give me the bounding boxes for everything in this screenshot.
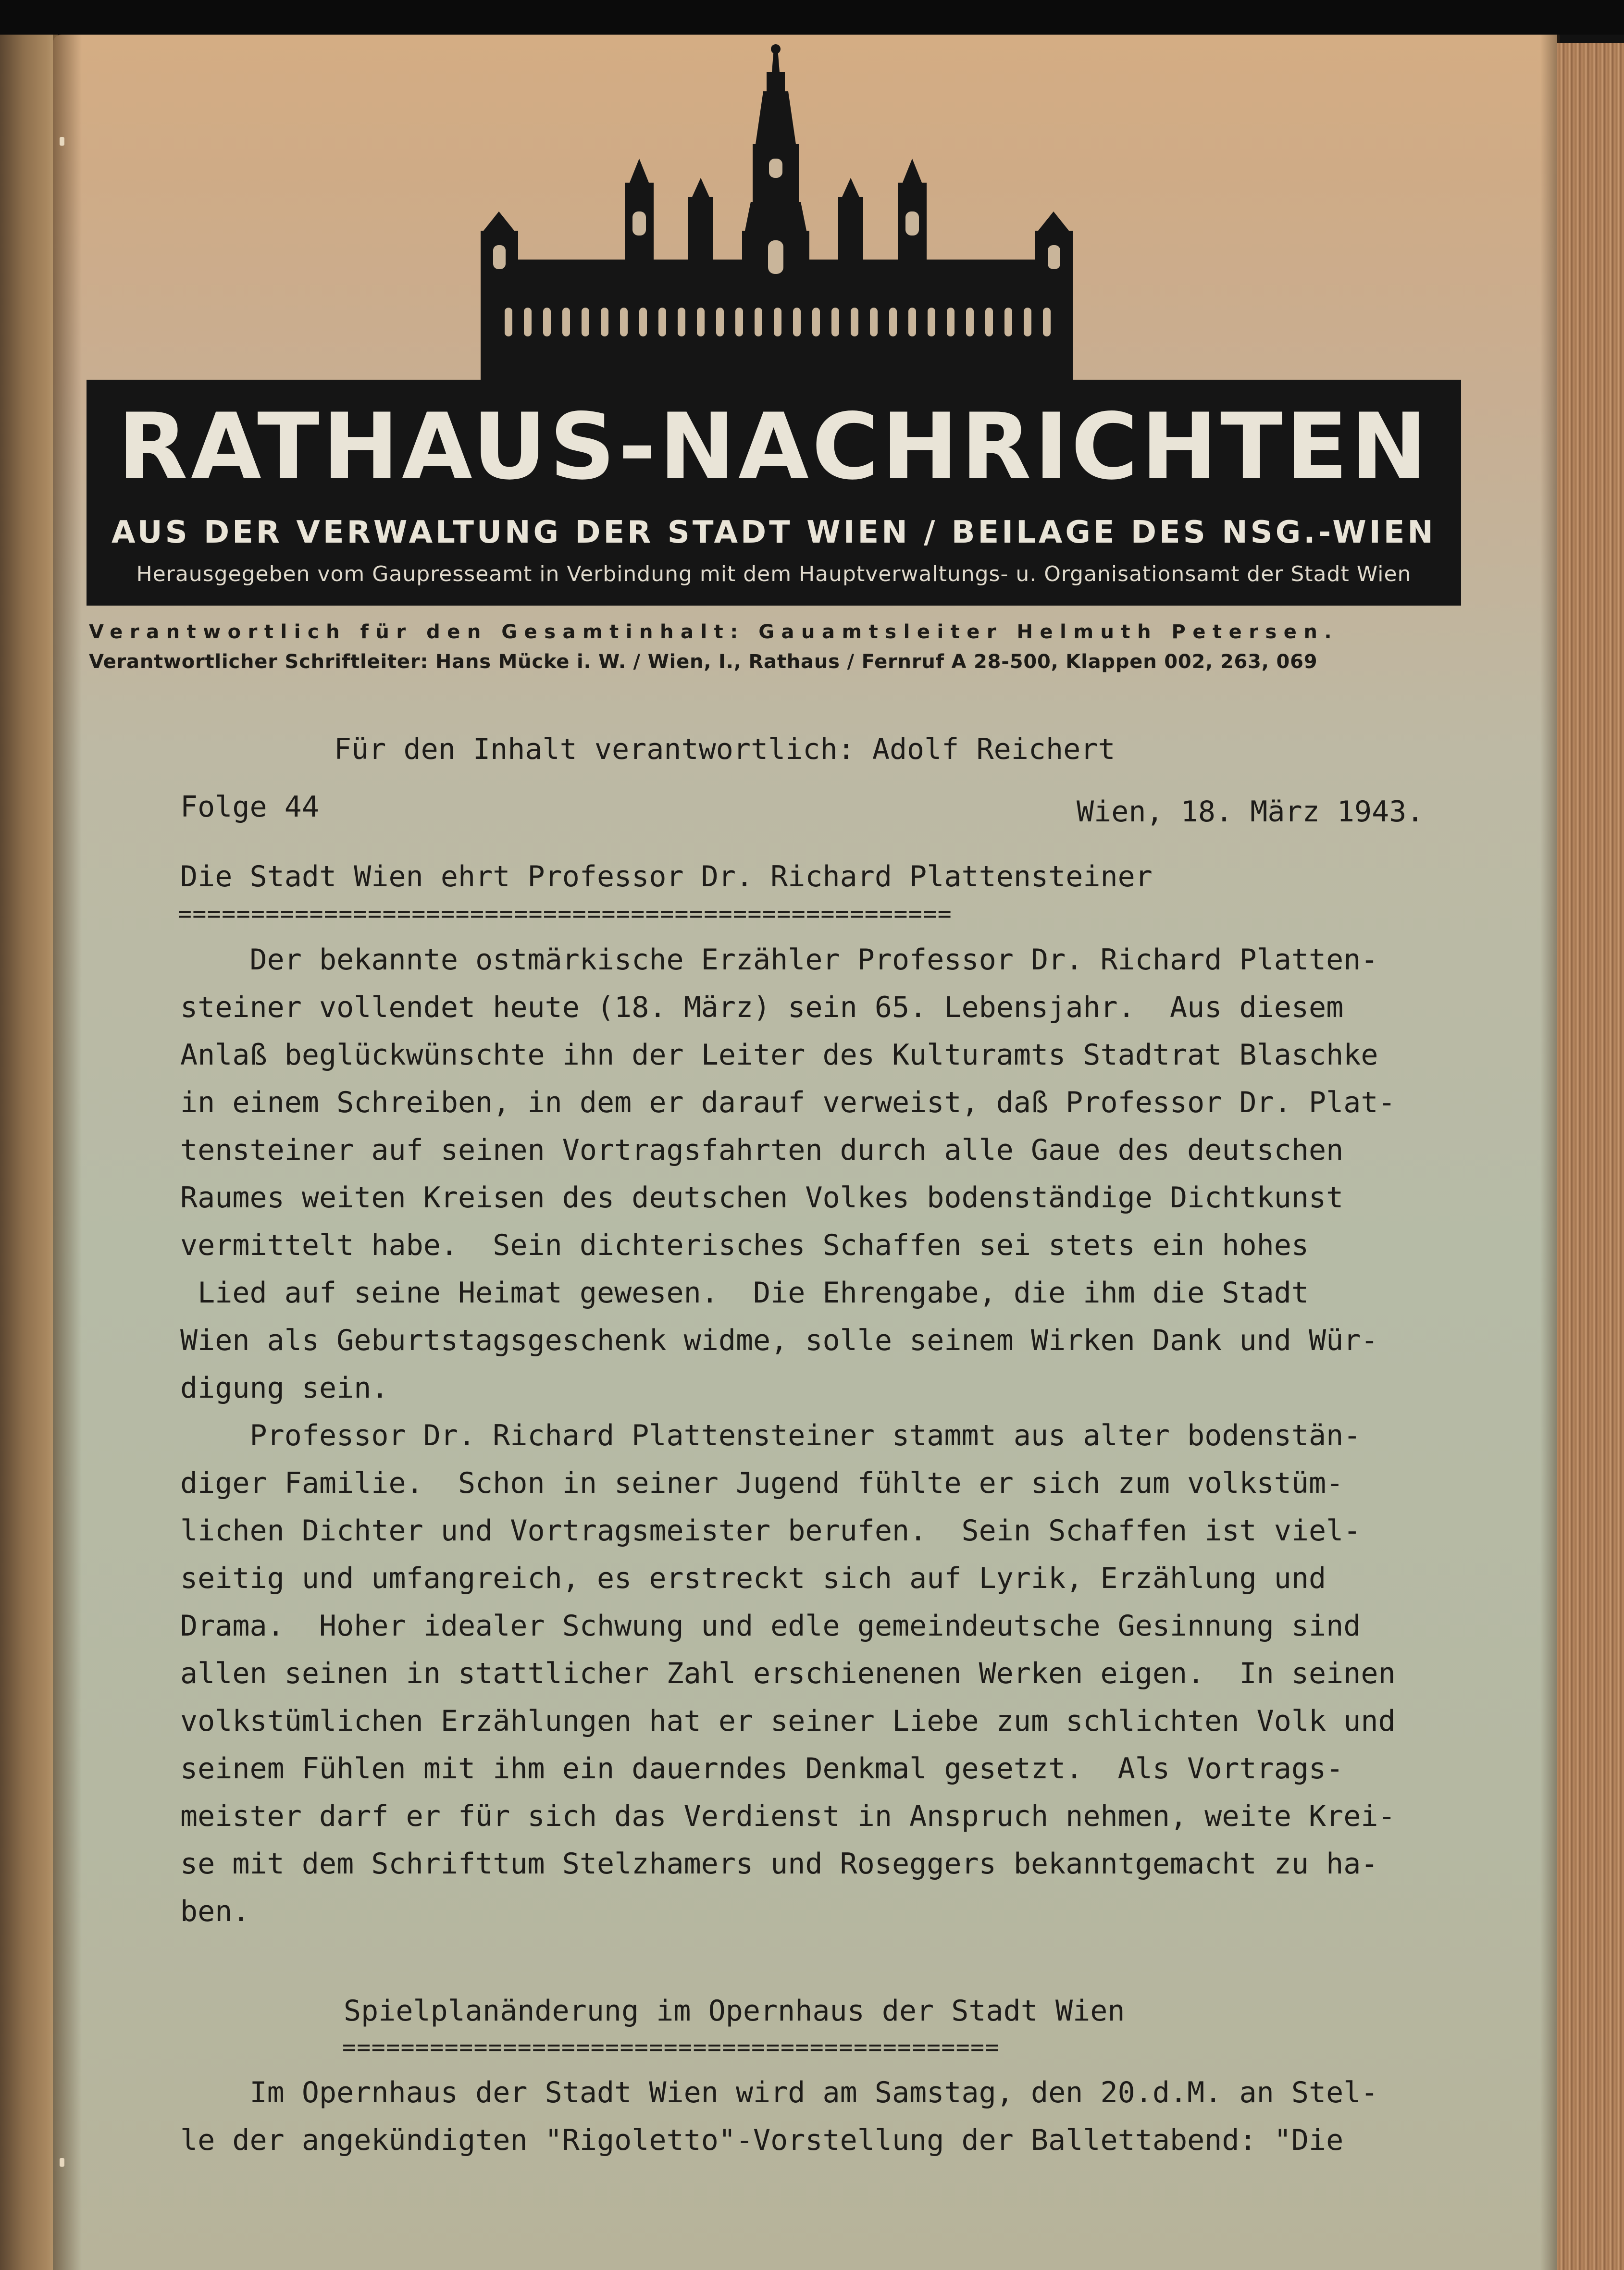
body-line: meister darf er für sich das Verdienst in Anspruch nehmen, weite Krei-: [180, 1799, 1396, 1833]
body-line: tensteiner auf seinen Vortragsfahrten durch alle Gaue des deutschen: [180, 1133, 1344, 1167]
title-underline: =====================================================: [178, 901, 953, 928]
body-line: allen seinen in stattlicher Zahl erschienenen Werken eigen. In seinen: [180, 1657, 1396, 1690]
masthead-banner: [87, 380, 1461, 606]
body-line: Drama. Hoher idealer Schwung und edle gemeindeutsche Gesinnung sind: [180, 1609, 1361, 1643]
masthead-publisher: Herausgegeben vom Gaupresseamt in Verbindung mit dem Hauptverwaltungs- u. Organisationsamt der Stadt Wien: [136, 562, 1412, 586]
imprint-line-2: Verantwortlicher Schriftleiter: Hans Mücke i. W. / Wien, I., Rathaus / Fernruf A 28-500, Klappen 002, 263, 069: [89, 651, 1318, 673]
body-line: Lied auf seine Heimat gewesen. Die Ehrengabe, die ihm die Stadt: [180, 1276, 1309, 1310]
body-line: steiner vollendet heute (18. März) sein 65. Lebensjahr. Aus diesem: [180, 991, 1344, 1024]
body-line: se mit dem Schrifttum Stelzhamers und Roseggers bekanntgemacht zu ha-: [180, 1847, 1378, 1881]
body-line: volkstümlichen Erzählungen hat er seiner Liebe zum schlichten Volk und: [180, 1704, 1396, 1738]
body-line: Raumes weiten Kreisen des deutschen Volkes bodenständige Dichtkunst: [180, 1181, 1344, 1215]
imprint-line-1: Verantwortlich für den Gesamtinhalt: Gauamtsleiter Helmuth Petersen.: [89, 621, 1339, 643]
spine-shadow: [53, 35, 82, 2270]
body-line: lichen Dichter und Vortragsmeister berufen. Sein Schaffen ist viel-: [180, 1514, 1361, 1548]
body-line: le der angekündigten "Rigoletto"-Vorstellung der Ballettabend: "Die: [180, 2123, 1344, 2157]
scan-border: [0, 0, 1624, 35]
body-line: Der bekannte ostmärkische Erzähler Professor Dr. Richard Platten-: [180, 943, 1378, 977]
masthead-title: RATHAUS-NACHRICHTEN: [117, 394, 1430, 500]
body-line: diger Familie. Schon in seiner Jugend fühlte er sich zum volkstüm-: [180, 1466, 1344, 1500]
binding-hole: [60, 2158, 64, 2167]
body-line: seitig und umfangreich, es erstreckt sich auf Lyrik, Erzählung und: [180, 1562, 1326, 1595]
body-line: Wien als Geburtstagsgeschenk widme, solle seinem Wirken Dank und Wür-: [180, 1324, 1378, 1357]
article-title: Die Stadt Wien ehrt Professor Dr. Richard Plattensteiner: [180, 860, 1153, 893]
body-line: Im Opernhaus der Stadt Wien wird am Samstag, den 20.d.M. an Stel-: [180, 2076, 1378, 2109]
title-underline: =============================================: [342, 2034, 1000, 2061]
page-edges: [1557, 43, 1624, 2270]
body-line: Professor Dr. Richard Plattensteiner stammt aus alter bodenstän-: [180, 1419, 1361, 1452]
body-line: Anlaß beglückwünschte ihn der Leiter des Kulturamts Stadtrat Blaschke: [180, 1038, 1378, 1072]
edge-shadow: [1540, 35, 1560, 2270]
body-line: ben.: [180, 1895, 250, 1928]
masthead-subtitle: AUS DER VERWALTUNG DER STADT WIEN / BEILAGE DES NSG.-WIEN: [112, 515, 1436, 550]
rathaus-logo: [82, 38, 1500, 394]
issue-number: Folge 44: [180, 790, 319, 824]
responsible-line: Für den Inhalt verantwortlich: Adolf Reichert: [334, 732, 1116, 766]
body-line: in einem Schreiben, in dem er darauf verweist, daß Professor Dr. Plat-: [180, 1086, 1396, 1119]
body-line: seinem Fühlen mit ihm ein dauerndes Denkmal gesetzt. Als Vortrags-: [180, 1752, 1344, 1786]
binding-gutter: [0, 35, 58, 2270]
body-line: digung sein.: [180, 1371, 389, 1405]
binding-hole: [60, 137, 64, 146]
body-line: vermittelt habe. Sein dichterisches Schaffen sei stets ein hohes: [180, 1228, 1309, 1262]
article-title: Spielplanänderung im Opernhaus der Stadt Wien: [344, 1994, 1125, 2028]
issue-date: Wien, 18. März 1943.: [1077, 795, 1424, 829]
